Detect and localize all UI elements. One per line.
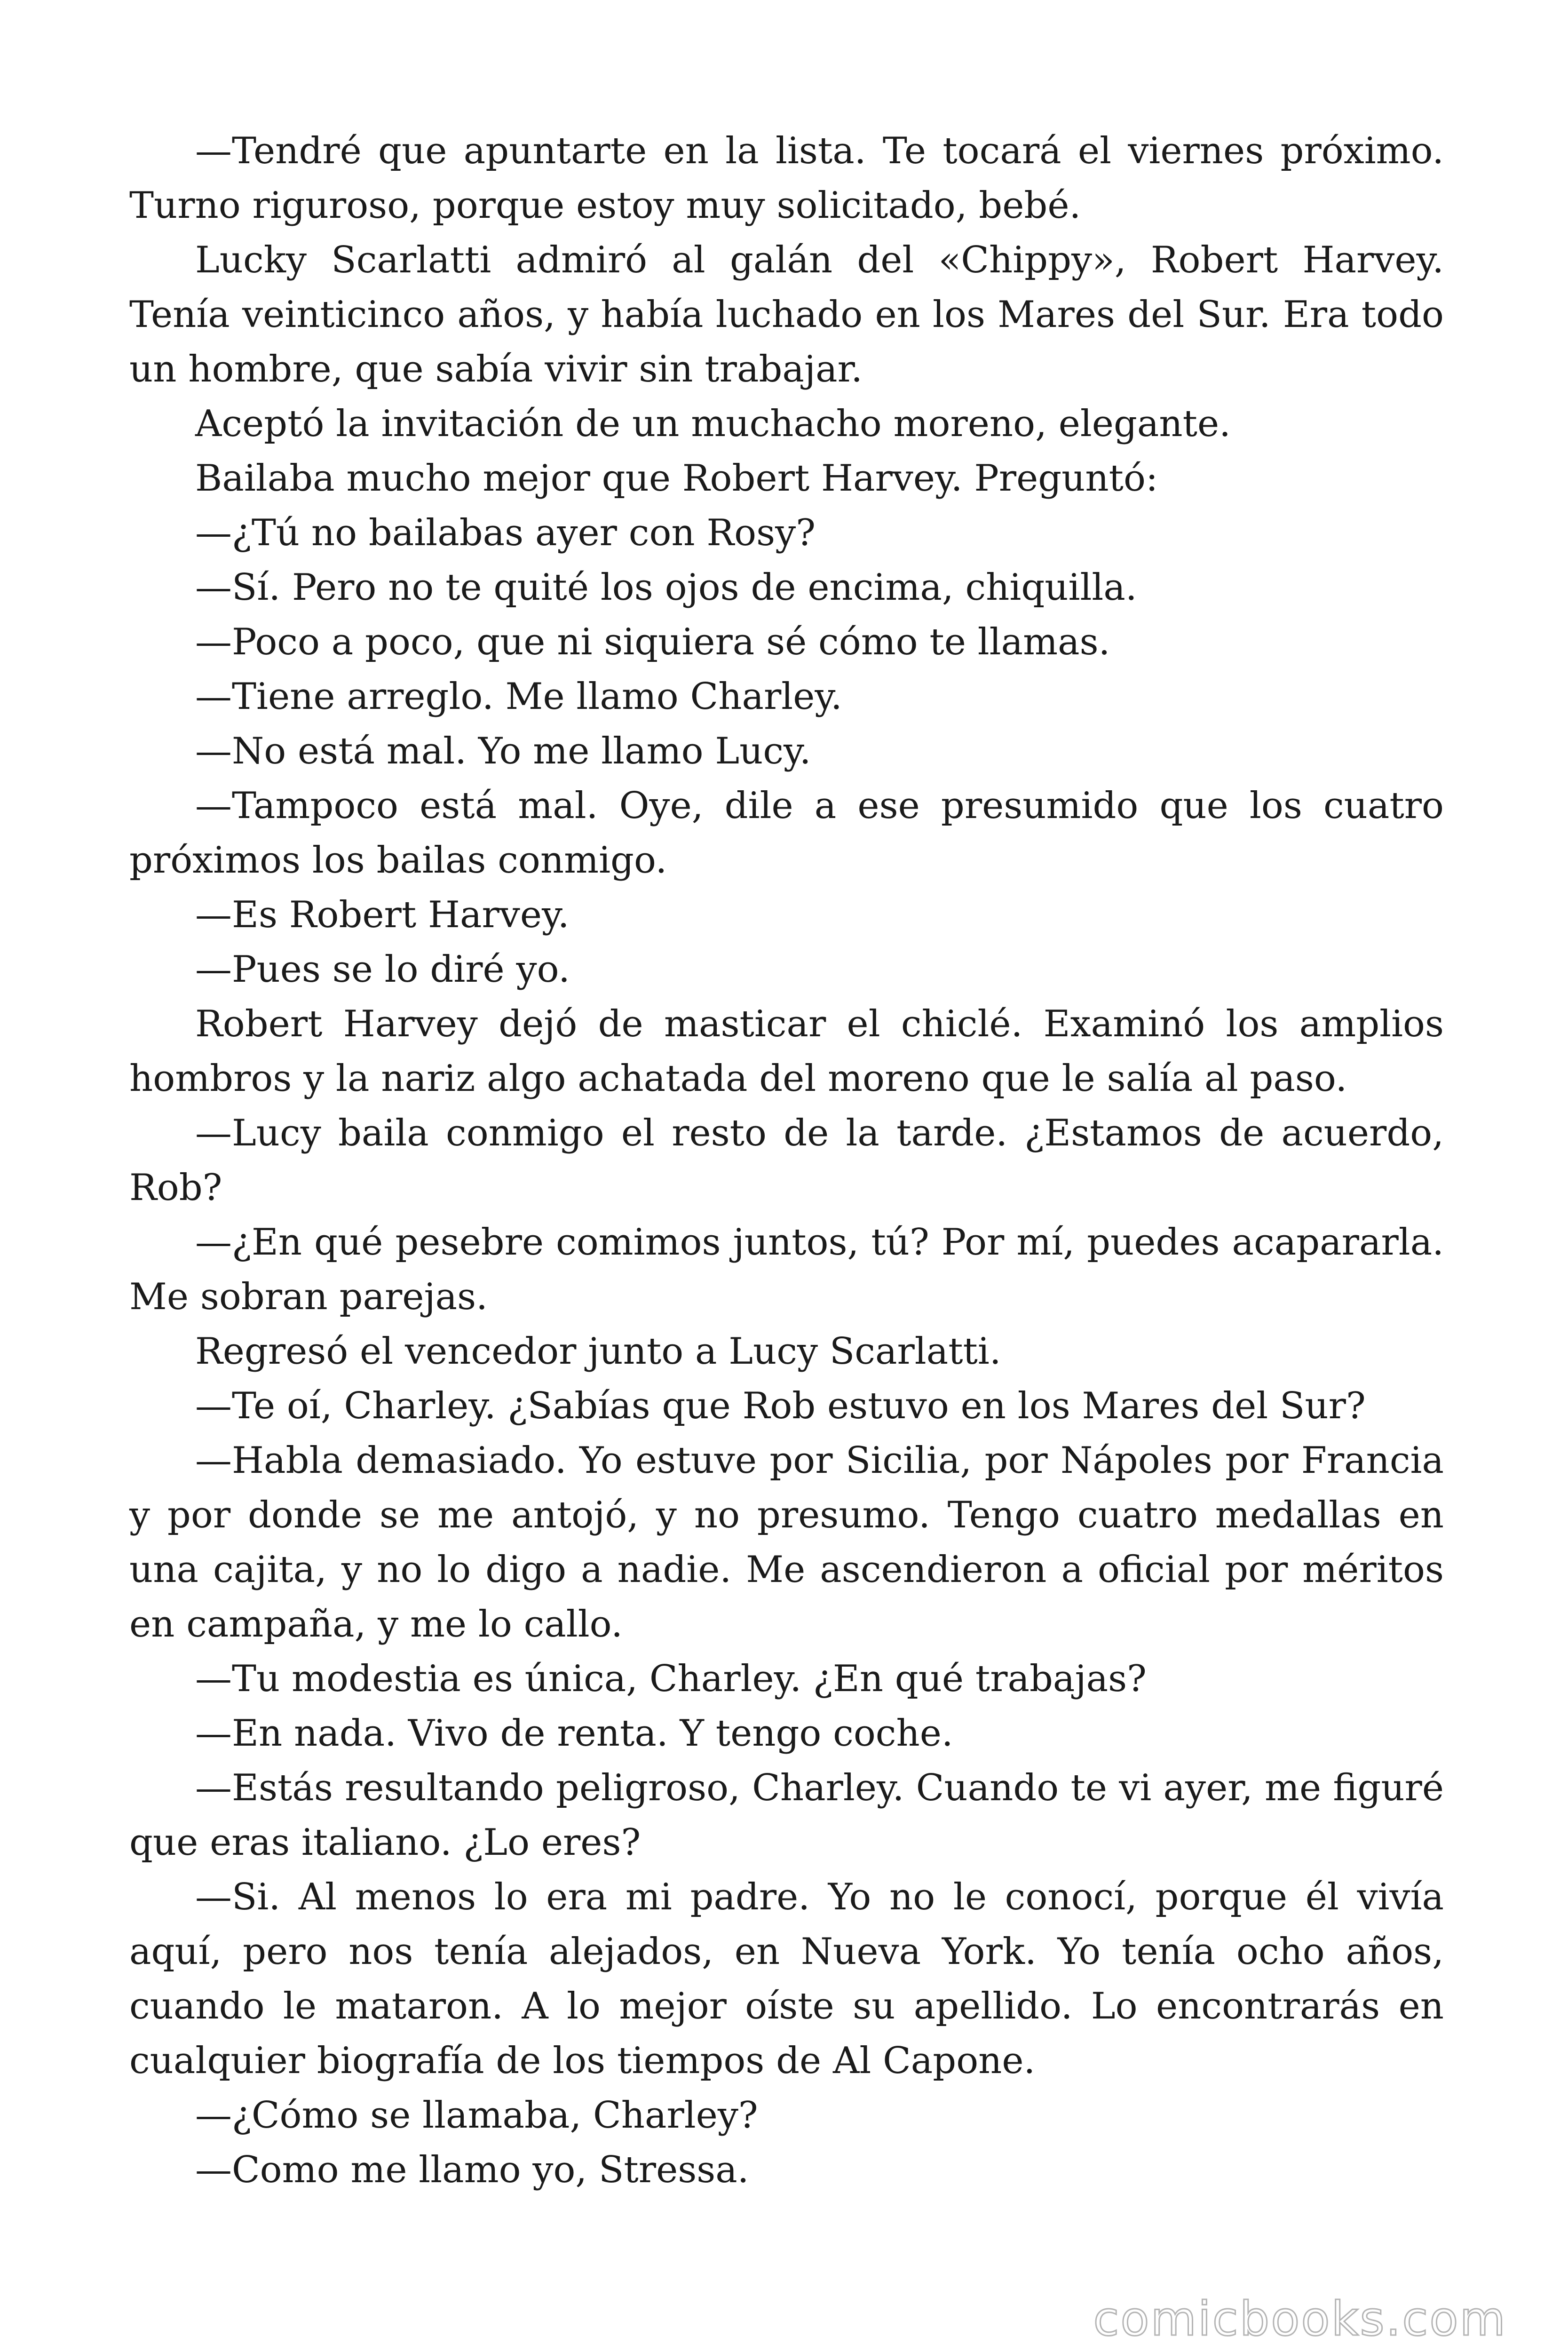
paragraph: —Estás resultando peligroso, Charley. Cuando te vi ayer, me figuré que eras italiano. ¿Lo eres? bbox=[129, 1767, 1444, 1864]
paragraph: —Tiene arreglo. Me llamo Charley. bbox=[195, 675, 842, 718]
paragraph: Aceptó la invitación de un muchacho moreno, elegante. bbox=[195, 403, 1231, 445]
paragraph: —Lucy baila conmigo el resto de la tarde. ¿Estamos de acuerdo, Rob? bbox=[129, 1112, 1444, 1209]
paragraph: Lucky Scarlatti admiró al galán del «Chippy», Robert Harvey. Tenía veinticinco años, y había luchado en los Mares del Sur. Era todo un hombre, que sabía vivir sin trabajar. bbox=[129, 239, 1444, 390]
paragraph: —Poco a poco, que ni siquiera sé cómo te llamas. bbox=[195, 621, 1110, 663]
paragraph: Robert Harvey dejó de masticar el chiclé. Examinó los amplios hombros y la nariz algo achatada del moreno que le salía al paso. bbox=[129, 1003, 1444, 1100]
paragraph: —¿Cómo se llamaba, Charley? bbox=[195, 2094, 758, 2137]
watermark: comicbooks.com bbox=[1093, 2291, 1507, 2346]
page-body-text bbox=[129, 124, 1444, 2197]
paragraph: —Sí. Pero no te quité los ojos de encima, chiquilla. bbox=[195, 566, 1137, 609]
paragraph: —Te oí, Charley. ¿Sabías que Rob estuvo en los Mares del Sur? bbox=[195, 1385, 1366, 1427]
paragraph: —¿En qué pesebre comimos juntos, tú? Por mí, puedes acapararla. Me sobran parejas. bbox=[129, 1221, 1444, 1318]
paragraph: —Tu modestia es única, Charley. ¿En qué trabajas? bbox=[195, 1658, 1147, 1700]
paragraph: Regresó el vencedor junto a Lucy Scarlatti. bbox=[195, 1330, 1001, 1373]
paragraph: —Tendré que apuntarte en la lista. Te tocará el viernes próximo. Turno riguroso, porque estoy muy solicitado, bebé. bbox=[129, 130, 1444, 227]
paragraph: —Es Robert Harvey. bbox=[195, 894, 570, 936]
paragraph: —Tampoco está mal. Oye, dile a ese presumido que los cuatro próximos los bailas conmigo. bbox=[129, 785, 1444, 882]
paragraph: Bailaba mucho mejor que Robert Harvey. Preguntó: bbox=[195, 457, 1158, 500]
paragraph: —¿Tú no bailabas ayer con Rosy? bbox=[195, 512, 816, 554]
paragraph: —Como me llamo yo, Stressa. bbox=[195, 2149, 749, 2191]
paragraph: —No está mal. Yo me llamo Lucy. bbox=[195, 730, 811, 772]
paragraph: —Si. Al menos lo era mi padre. Yo no le conocí, porque él vivía aquí, pero nos tenía alejados, en Nueva York. Yo tenía ocho años, cuando le mataron. A lo mejor oíste su apellido. Lo encontrarás en cualquier biografía de los tiempos de Al Capone. bbox=[129, 1876, 1444, 2082]
paragraph: —Habla demasiado. Yo estuve por Sicilia, por Nápoles por Francia y por donde se me antojó, y no presumo. Tengo cuatro medallas en una cajita, y no lo digo a nadie. Me ascendieron a oficial por méritos en campaña, y me lo callo. bbox=[129, 1439, 1444, 1645]
paragraph: —Pues se lo diré yo. bbox=[195, 948, 570, 991]
paragraph: —En nada. Vivo de renta. Y tengo coche. bbox=[195, 1712, 953, 1755]
